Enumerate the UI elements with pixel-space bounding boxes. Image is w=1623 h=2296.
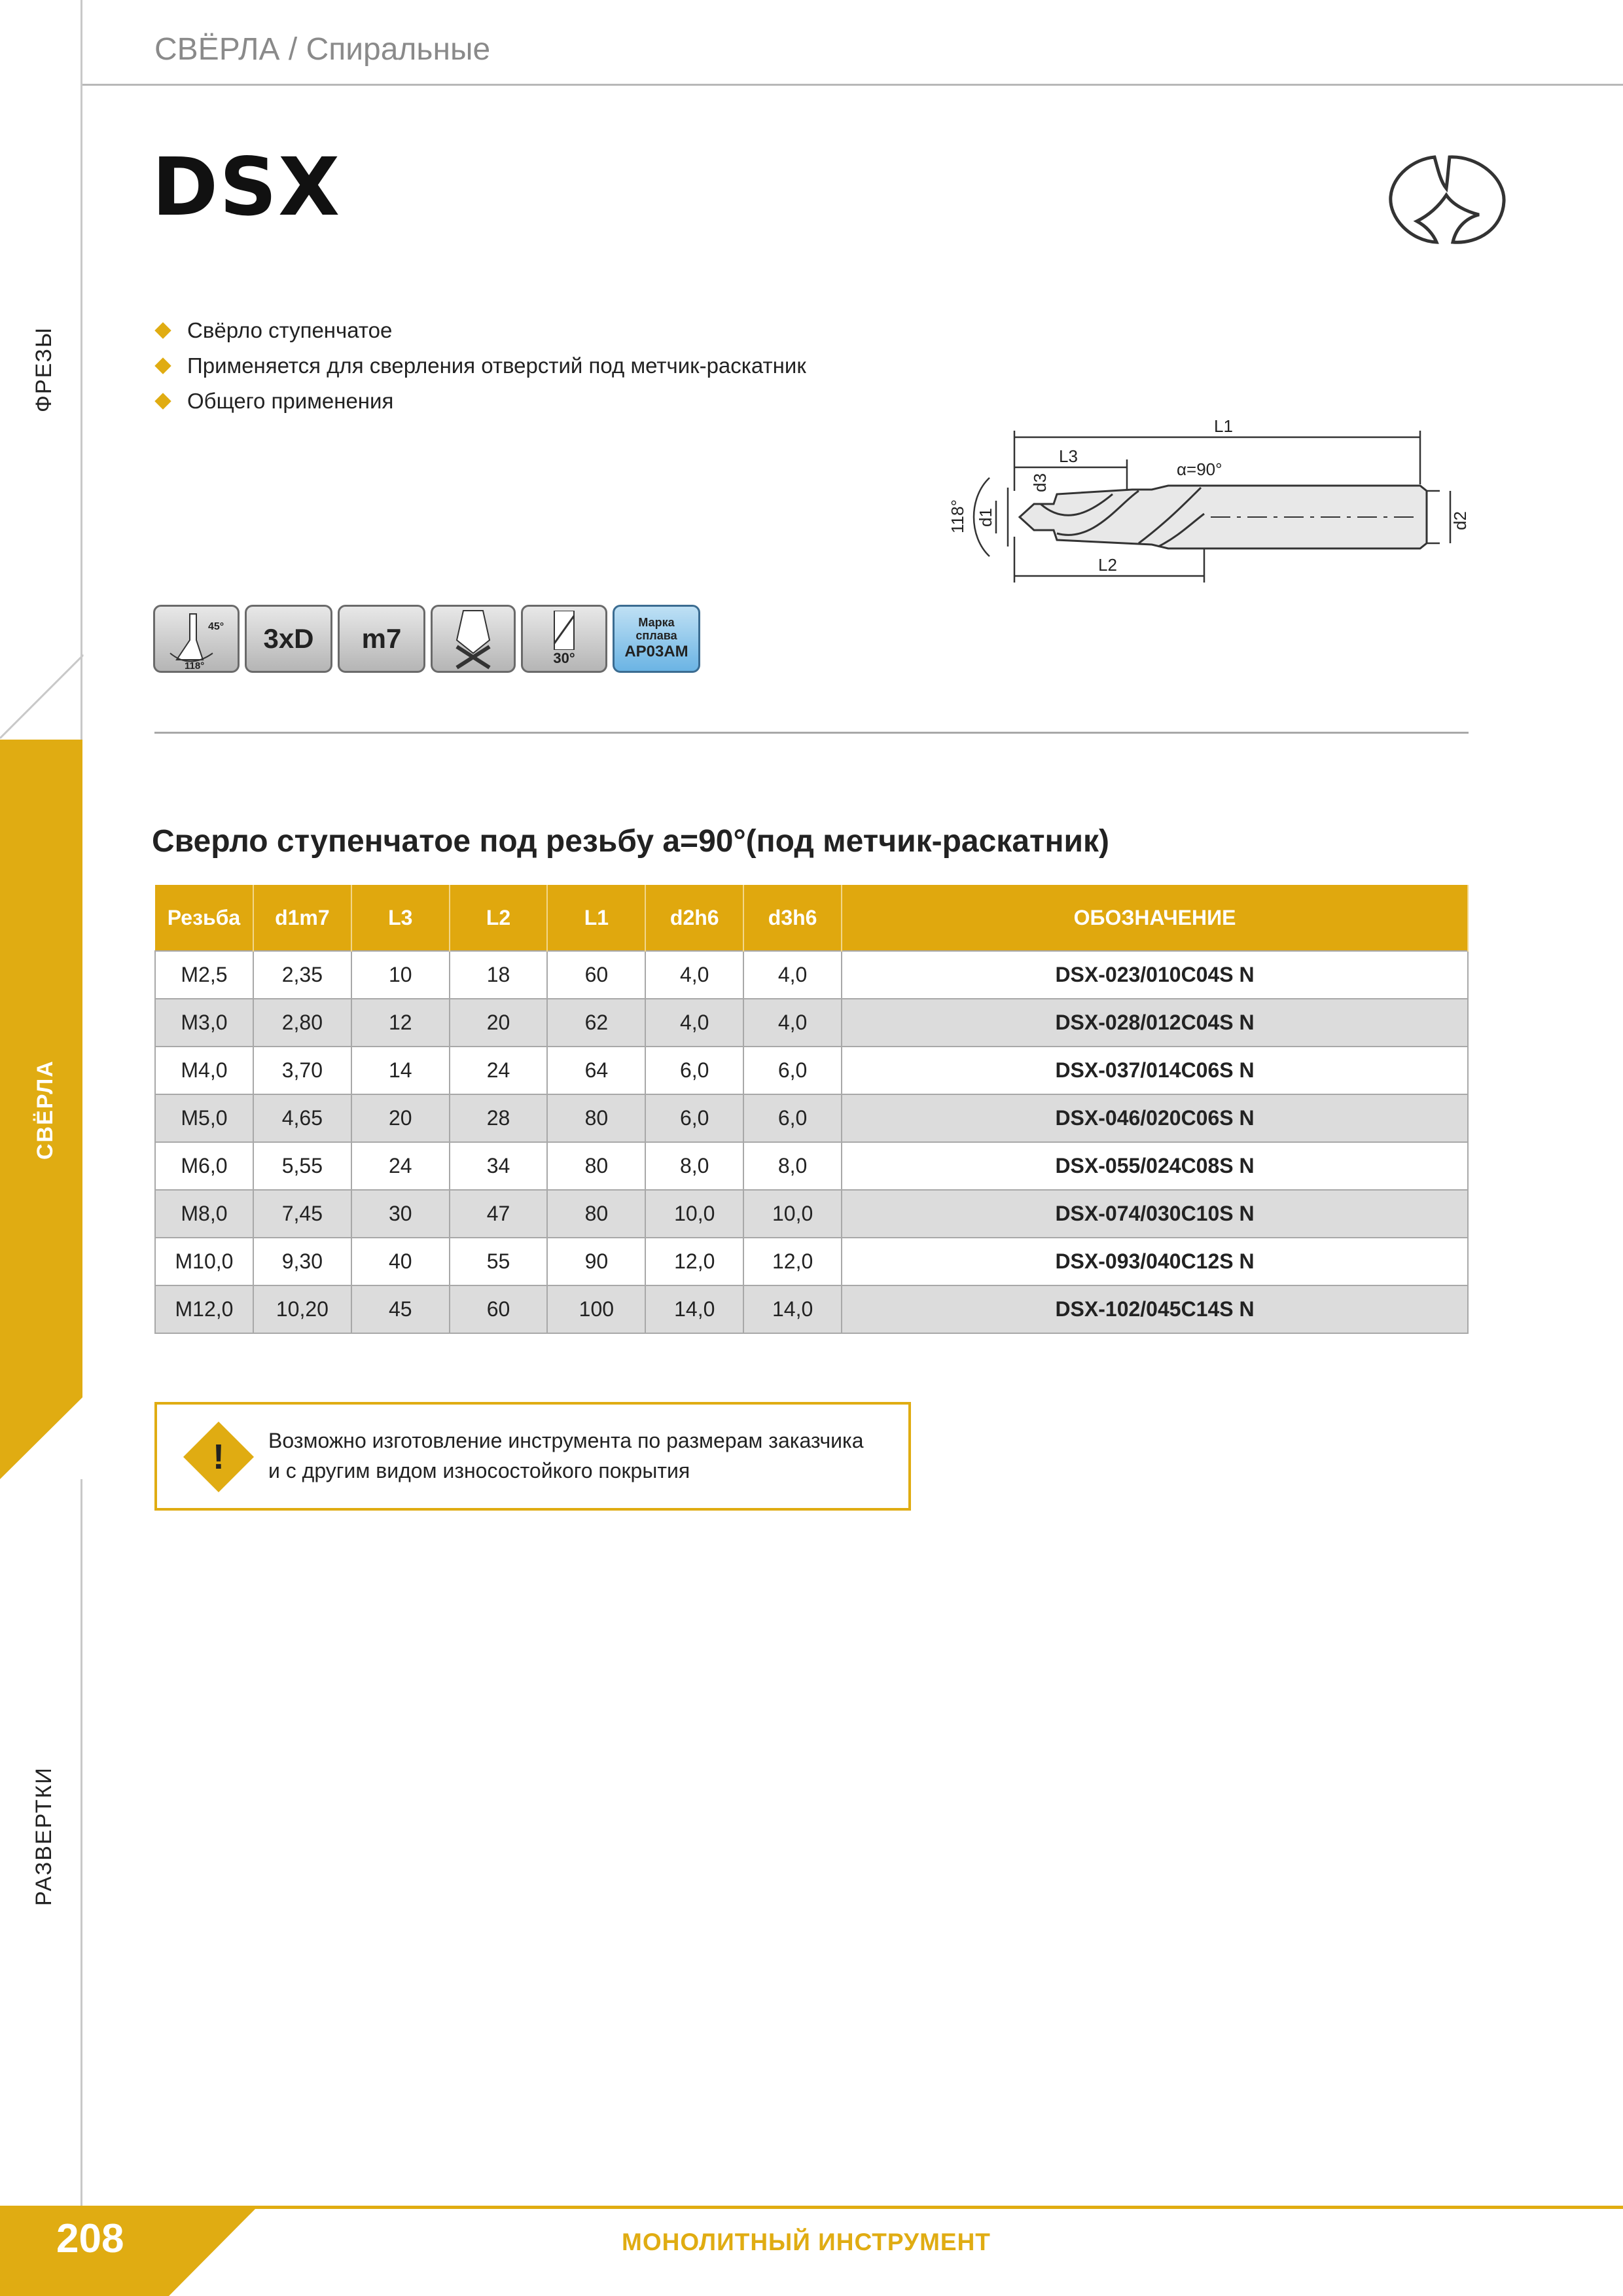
feature-item: Применяется для сверления отверстий под метчик-раскатник: [154, 348, 806, 384]
table-cell: 100: [547, 1285, 645, 1333]
tolerance-m7-badge: m7: [338, 605, 425, 673]
table-cell: 4,65: [253, 1094, 351, 1142]
product-title: DSX: [152, 141, 342, 234]
table-row: [155, 1094, 1468, 1142]
table-cell: 12,0: [743, 1238, 842, 1285]
table-cell: M8,0: [155, 1190, 253, 1238]
table-cell: M12,0: [155, 1285, 253, 1333]
table-cell: 10,0: [743, 1190, 842, 1238]
carbide-grade-badge: Марка сплава AP03AM: [613, 605, 700, 673]
table-cell: 8,0: [645, 1142, 743, 1190]
table-cell: 62: [547, 999, 645, 1047]
svg-text:45°: 45°: [208, 621, 224, 632]
designation-cell: DSX-023/010C04S N: [842, 951, 1468, 999]
designation-cell: DSX-074/030C10S N: [842, 1190, 1468, 1238]
left-rail-bottom: [80, 1479, 82, 2206]
svg-text:118°: 118°: [185, 660, 205, 670]
table-cell: 12,0: [645, 1238, 743, 1285]
depth-3xd-badge: 3xD: [245, 605, 332, 673]
spec-table: [154, 885, 1469, 1334]
feature-list: [154, 313, 806, 419]
dim-d2-label: d2: [1450, 511, 1470, 530]
table-cell: 90: [547, 1238, 645, 1285]
designation-cell: DSX-093/040C12S N: [842, 1238, 1468, 1285]
designation-cell: DSX-028/012C04S N: [842, 999, 1468, 1047]
footer-title: МОНОЛИТНЫЙ ИНСТРУМЕНТ: [622, 2229, 991, 2255]
designation-cell: DSX-046/020C06S N: [842, 1094, 1468, 1142]
table-cell: 34: [450, 1142, 548, 1190]
table-cell: 4,0: [743, 951, 842, 999]
point-angle-icon: [153, 605, 240, 673]
note-text: Возможно изготовление инструмента по размерам заказчика и с другим видом износостойкого покрытия: [268, 1429, 864, 1482]
dim-d3-label: d3: [1030, 473, 1050, 492]
col-header-l3: L3: [351, 885, 450, 951]
table-row: [155, 951, 1468, 999]
table-cell: 2,35: [253, 951, 351, 999]
feature-item: Общего применения: [154, 384, 806, 419]
table-cell: 80: [547, 1190, 645, 1238]
table-cell: 60: [450, 1285, 548, 1333]
table-cell: 55: [450, 1238, 548, 1285]
warning-icon: [181, 1419, 257, 1495]
table-cell: 10,0: [645, 1190, 743, 1238]
table-cell: 60: [547, 951, 645, 999]
table-cell: 20: [450, 999, 548, 1047]
table-row: [155, 1238, 1468, 1285]
table-cell: 5,55: [253, 1142, 351, 1190]
table-cell: 10,20: [253, 1285, 351, 1333]
bullet-diamond-icon: [154, 357, 171, 374]
table-cell: 28: [450, 1094, 548, 1142]
table-cell: 14,0: [645, 1285, 743, 1333]
table-cell: 6,0: [645, 1094, 743, 1142]
breadcrumb: СВЁРЛА / Спиральные: [154, 32, 491, 67]
col-header-d3: d3h6: [743, 885, 842, 951]
table-cell: 18: [450, 951, 548, 999]
page-number: 208: [56, 2216, 124, 2261]
table-row: [155, 1047, 1468, 1094]
table-cell: M2,5: [155, 951, 253, 999]
table-cell: 40: [351, 1238, 450, 1285]
drill-cross-section-icon: [1381, 149, 1512, 247]
col-header-thread: Резьба: [155, 885, 253, 951]
table-header-row: [155, 885, 1468, 951]
left-rail-top: [80, 0, 82, 740]
table-cell: 14: [351, 1047, 450, 1094]
dim-alpha-label: α=90°: [1177, 459, 1222, 479]
table-cell: 24: [450, 1047, 548, 1094]
svg-text:!: !: [213, 1437, 224, 1477]
table-cell: 45: [351, 1285, 450, 1333]
drill-technical-drawing: [942, 412, 1479, 596]
footer-page-tab: [0, 2209, 262, 2296]
table-cell: 24: [351, 1142, 450, 1190]
header-divider: [82, 84, 1623, 86]
table-body: [155, 951, 1468, 1333]
table-cell: 80: [547, 1094, 645, 1142]
section-divider: [154, 732, 1469, 734]
col-header-l1: L1: [547, 885, 645, 951]
col-header-d2: d2h6: [645, 885, 743, 951]
table-cell: 30: [351, 1190, 450, 1238]
table-cell: 4,0: [743, 999, 842, 1047]
table-cell: 10: [351, 951, 450, 999]
table-cell: 12: [351, 999, 450, 1047]
table-row: [155, 999, 1468, 1047]
table-cell: 8,0: [743, 1142, 842, 1190]
col-header-designation: ОБОЗНАЧЕНИЕ: [842, 885, 1468, 951]
designation-cell: DSX-055/024C08S N: [842, 1142, 1468, 1190]
designation-cell: DSX-102/045C14S N: [842, 1285, 1468, 1333]
side-tab-drills[interactable]: СВЁРЛА: [33, 1060, 58, 1160]
feature-item: Свёрло ступенчатое: [154, 313, 806, 348]
side-tab-milling[interactable]: ФРЕЗЫ: [31, 326, 56, 412]
table-cell: 7,45: [253, 1190, 351, 1238]
table-cell: M10,0: [155, 1238, 253, 1285]
coolant-icon: [431, 605, 516, 673]
bullet-diamond-icon: [154, 322, 171, 338]
side-tab-reamers[interactable]: РАЗВЕРТКИ: [31, 1767, 56, 1906]
table-cell: M6,0: [155, 1142, 253, 1190]
table-cell: 6,0: [743, 1047, 842, 1094]
table-title: Сверло ступенчатое под резьбу a=90°(под метчик-раскатник): [152, 824, 1110, 859]
col-header-l2: L2: [450, 885, 548, 951]
helix-angle-icon: 30°: [521, 605, 607, 673]
dim-d1-label: d1: [976, 508, 995, 527]
table-cell: M5,0: [155, 1094, 253, 1142]
table-row: [155, 1190, 1468, 1238]
dim-angle-label: 118°: [948, 499, 967, 533]
dim-L3-label: L3: [1059, 446, 1078, 466]
table-cell: 3,70: [253, 1047, 351, 1094]
custom-order-note: [154, 1402, 911, 1511]
table-cell: 6,0: [645, 1047, 743, 1094]
table-cell: 20: [351, 1094, 450, 1142]
table-cell: 64: [547, 1047, 645, 1094]
table-cell: 4,0: [645, 951, 743, 999]
table-cell: 80: [547, 1142, 645, 1190]
table-cell: M4,0: [155, 1047, 253, 1094]
table-cell: 14,0: [743, 1285, 842, 1333]
col-header-d1: d1m7: [253, 885, 351, 951]
table-row: [155, 1285, 1468, 1333]
table-cell: 4,0: [645, 999, 743, 1047]
table-cell: 2,80: [253, 999, 351, 1047]
table-cell: M3,0: [155, 999, 253, 1047]
dim-L2-label: L2: [1098, 555, 1117, 575]
table-cell: 9,30: [253, 1238, 351, 1285]
dim-L1-label: L1: [1214, 416, 1233, 436]
designation-cell: DSX-037/014C06S N: [842, 1047, 1468, 1094]
bullet-diamond-icon: [154, 393, 171, 409]
table-cell: 47: [450, 1190, 548, 1238]
table-cell: 6,0: [743, 1094, 842, 1142]
table-row: [155, 1142, 1468, 1190]
